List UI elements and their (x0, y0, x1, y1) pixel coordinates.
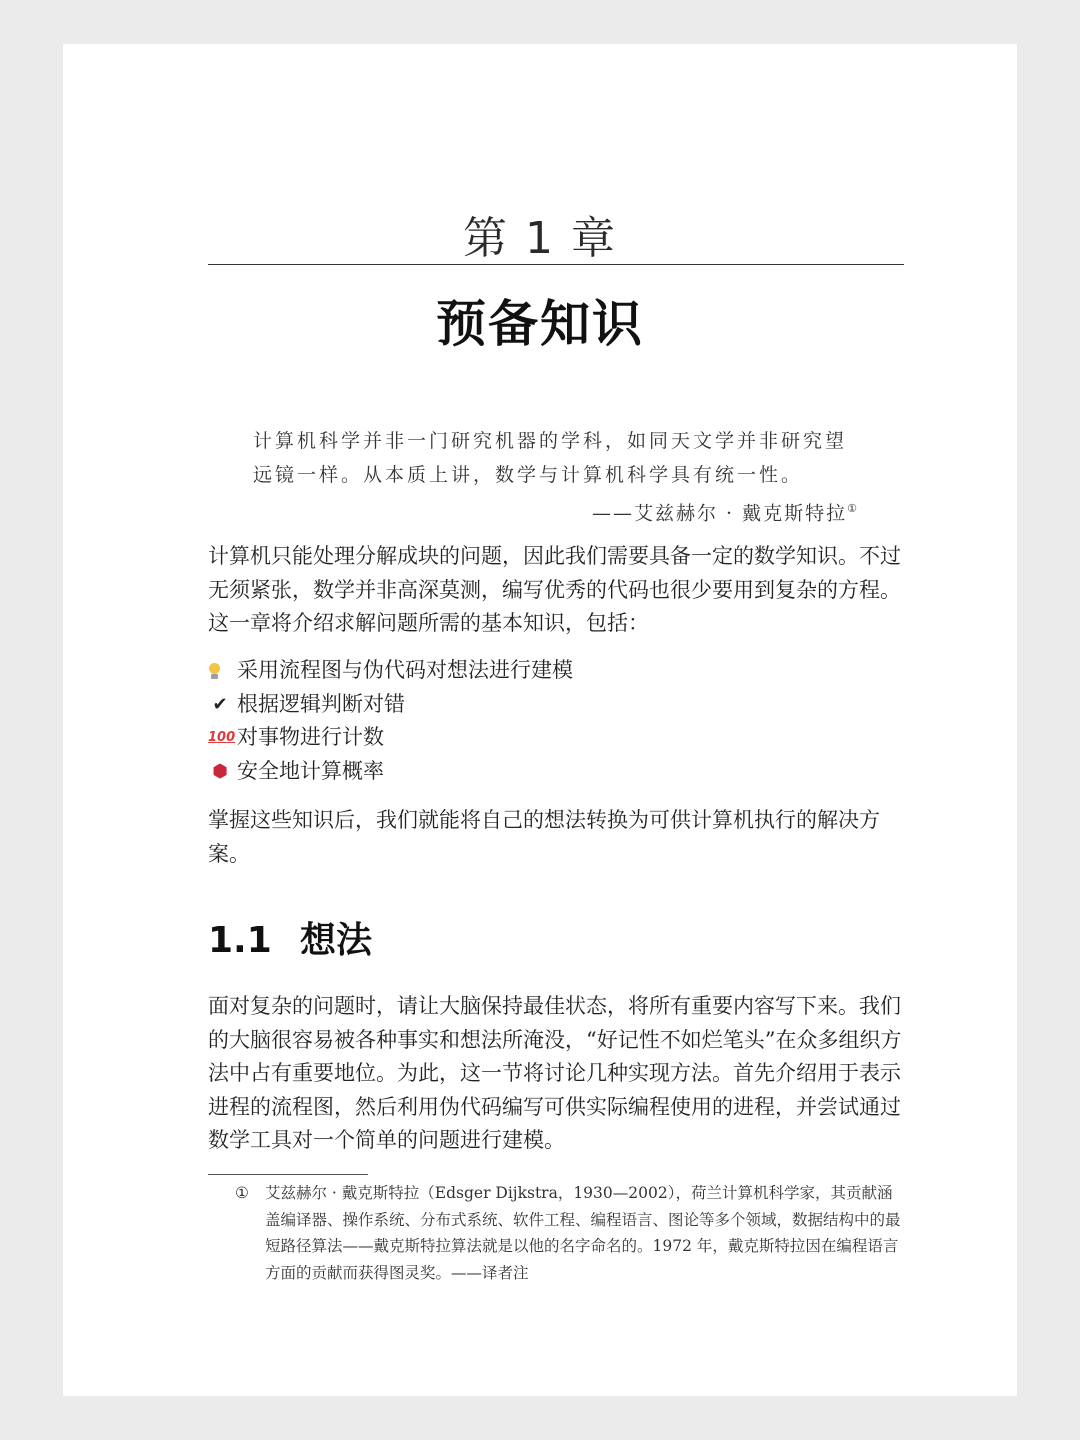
book-page (63, 44, 1017, 1396)
list-item (208, 755, 908, 789)
chapter-divider (208, 264, 904, 265)
list-item-text: 对事物进行计数 (237, 725, 384, 749)
footnote (235, 1180, 907, 1286)
lightbulb-icon (208, 663, 232, 679)
section-title: 想法 (300, 920, 373, 961)
section-number: 1.1 (208, 920, 272, 961)
list-item-text: 采用流程图与伪代码对想法进行建模 (237, 658, 573, 682)
list-item (208, 721, 908, 755)
closing-paragraph: 掌握这些知识后，我们就能将自己的想法转换为可供计算机执行的解决方案。 (208, 808, 880, 866)
list-item (208, 654, 908, 688)
footnote-text: 艾兹赫尔 · 戴克斯特拉（Edsger Dijkstra，1930—2002），荷兰计算机科学家，其贡献涵盖编译器、操作系统、分布式系统、软件工程、编程语言、图论等多个领域，数据结构中的最短路径算法——戴克斯特拉算法就是以他的名字命名的。1972 年，戴克斯特拉因在编程语言方面的贡献而获得图灵奖。——译者注 (265, 1184, 901, 1282)
list-item-text: 安全地计算概率 (237, 758, 384, 783)
checkmark-icon: ✔ (212, 693, 228, 715)
epigraph-line-1: 计算机科学并非一门研究机器的学科，如同天文学并非研究望 (253, 430, 848, 452)
footnote-reference[interactable]: ① (847, 502, 859, 515)
chapter-title: 预备知识 (436, 295, 644, 353)
die-icon: ⬢ (212, 760, 228, 782)
epigraph-line-2: 远镜一样。从本质上讲，数学与计算机科学具有统一性。 (253, 464, 804, 486)
footnote-divider (208, 1174, 368, 1175)
chapter-label: 第 1 章 (463, 213, 617, 264)
footnote-mark: ① (235, 1184, 249, 1202)
hundred-points-icon: 100 (208, 730, 236, 745)
epigraph-attribution (253, 492, 859, 530)
section-paragraph: 面对复杂的问题时，请让大脑保持最佳状态，将所有重要内容写下来。我们的大脑很容易被各种事实和想法所淹没，“好记性不如烂笔头”在众多组织方法中占有重要地位。为此，这一节将讨论几种实现方法。首先介绍用于表示进程的流程图，然后利用伪代码编写可供实际编程使用的进程，并尝试通过数学工具对一个简单的问题进行建模。 (208, 994, 902, 1152)
epigraph-author: ——艾兹赫尔 · 戴克斯特拉 (592, 502, 848, 525)
list-item (208, 688, 908, 722)
epigraph (253, 424, 859, 530)
section-heading (208, 912, 372, 963)
list-item-text: 根据逻辑判断对错 (237, 691, 405, 716)
intro-paragraph: 计算机只能处理分解成块的问题，因此我们需要具备一定的数学知识。不过无须紧张，数学并非高深莫测，编写优秀的代码也很少要用到复杂的方程。这一章将介绍求解问题所需的基本知识，包括： (208, 544, 901, 635)
topic-list (208, 654, 908, 788)
